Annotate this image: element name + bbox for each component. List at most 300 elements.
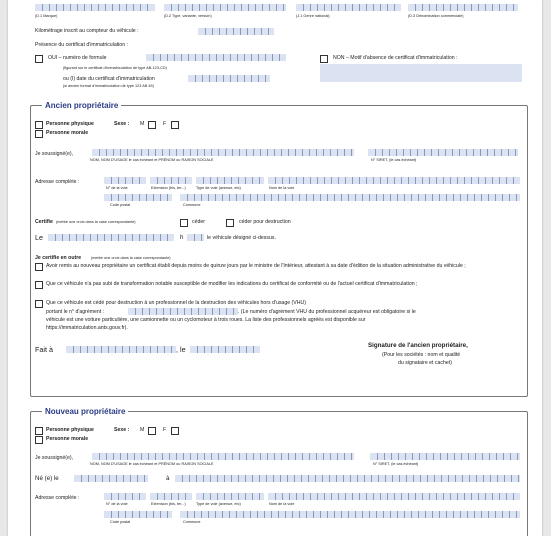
char-box-divider: [506, 177, 507, 184]
char-box-divider: [125, 511, 126, 518]
char-box-divider: [87, 346, 88, 353]
char-box-divider: [450, 493, 451, 500]
presence-label: Présence du certificat d'immatriculation :: [35, 42, 128, 48]
char-box-divider: [337, 149, 338, 156]
char-box-divider: [366, 493, 367, 500]
char-box-divider: [132, 177, 133, 184]
char-box-divider: [295, 453, 296, 460]
char-box-divider: [229, 511, 230, 518]
char-box-divider: [201, 511, 202, 518]
char-box-divider: [503, 453, 504, 460]
char-box-divider: [97, 234, 98, 241]
char-box-divider: [241, 4, 242, 11]
char-box-divider: [303, 177, 304, 184]
char-box-divider: [426, 453, 427, 460]
char-box-divider: [118, 194, 119, 201]
char-box-divider: [481, 511, 482, 518]
char-box-divider: [167, 54, 168, 61]
char-box-divider: [132, 493, 133, 500]
opt3c-label: . (Le numéro d'agrément VHU du professionnel acquéreur est obligatoire si le: [238, 309, 416, 315]
char-box-divider: [518, 475, 519, 482]
char-box-divider: [147, 4, 148, 11]
char-box-divider: [460, 511, 461, 518]
char-box-divider: [481, 194, 482, 201]
char-box-divider: [453, 511, 454, 518]
char-box-divider: [239, 149, 240, 156]
ceder-checkbox[interactable]: [180, 219, 188, 227]
char-box-divider: [466, 149, 467, 156]
signature-hint-1: (Pour les sociétés : nom et qualité: [382, 352, 461, 358]
motif-field[interactable]: [320, 64, 522, 82]
char-box-divider: [164, 346, 165, 353]
char-box-divider: [468, 453, 469, 460]
char-box-divider: [94, 346, 95, 353]
char-box-divider: [448, 475, 449, 482]
km-label: Kilométrage inscrit au compteur du véhicule :: [35, 28, 139, 34]
char-box-divider: [232, 149, 233, 156]
h-label: h: [180, 234, 184, 241]
nouveau-physique-checkbox[interactable]: [35, 427, 43, 435]
char-box-divider: [464, 4, 465, 11]
nouveau-codepostal-field[interactable]: [104, 511, 172, 518]
char-box-divider: [292, 511, 293, 518]
char-box-divider: [62, 234, 63, 241]
char-box-divider: [511, 475, 512, 482]
ancien-nom-field[interactable]: [92, 149, 354, 156]
opt3d-label: véhicule est une voiture particulière, une camionnette ou un cyclomoteur à trois roues. La liste des professionnels agréés est disponible sur: [46, 317, 366, 323]
char-box-divider: [192, 4, 193, 11]
char-box-divider: [464, 177, 465, 184]
naissance-date-field[interactable]: [74, 475, 148, 482]
char-box-divider: [134, 149, 135, 156]
char-box-divider: [436, 493, 437, 500]
char-box-divider: [234, 4, 235, 11]
char-box-divider: [495, 511, 496, 518]
char-box-divider: [478, 493, 479, 500]
char-box-divider: [243, 194, 244, 201]
char-box-divider: [343, 475, 344, 482]
char-box-divider: [509, 511, 510, 518]
non-checkbox[interactable]: [320, 55, 328, 63]
char-box-divider: [454, 453, 455, 460]
char-box-divider: [351, 149, 352, 156]
naissance-lieu-field[interactable]: [175, 475, 520, 482]
char-box-divider: [375, 149, 376, 156]
char-box-divider: [317, 4, 318, 11]
char-box-divider: [230, 75, 231, 82]
char-box-divider: [139, 234, 140, 241]
fait-date-field[interactable]: [190, 346, 260, 353]
char-box-divider: [125, 493, 126, 500]
char-box-divider: [453, 194, 454, 201]
char-box-divider: [137, 475, 138, 482]
nouveau-nomvoie-field[interactable]: [268, 493, 520, 500]
date-cession-field[interactable]: [48, 234, 174, 241]
char-box-divider: [268, 28, 269, 35]
char-box-divider: [296, 177, 297, 184]
char-box-divider: [233, 308, 234, 315]
nouveau-commune-field[interactable]: [180, 511, 520, 518]
char-box-divider: [387, 177, 388, 184]
char-box-divider: [306, 194, 307, 201]
char-box-divider: [362, 194, 363, 201]
char-box-divider: [276, 4, 277, 11]
char-box-divider: [227, 4, 228, 11]
char-box-divider: [106, 149, 107, 156]
char-box-divider: [218, 149, 219, 156]
char-box-divider: [203, 493, 204, 500]
char-box-divider: [261, 28, 262, 35]
char-box-divider: [160, 194, 161, 201]
char-box-divider: [369, 511, 370, 518]
char-box-divider: [181, 54, 182, 61]
char-box-divider: [317, 493, 318, 500]
ne-label: Né (e) le: [35, 475, 59, 482]
char-box-divider: [324, 177, 325, 184]
ancien-morale-checkbox[interactable]: [35, 130, 43, 138]
char-box-divider: [380, 493, 381, 500]
char-box-divider: [366, 177, 367, 184]
date-field[interactable]: [188, 75, 270, 82]
char-box-divider: [373, 177, 374, 184]
char-box-divider: [394, 493, 395, 500]
char-box-divider: [203, 177, 204, 184]
nouveau-siret-field[interactable]: [370, 453, 520, 460]
char-box-divider: [115, 346, 116, 353]
formule-field[interactable]: [146, 54, 286, 61]
nouveau-codepostal-hint: Code postal: [110, 520, 131, 524]
char-box-divider: [169, 149, 170, 156]
char-box-divider: [271, 511, 272, 518]
char-box-divider: [301, 475, 302, 482]
char-box-divider: [211, 149, 212, 156]
char-box-divider: [382, 149, 383, 156]
char-box-divider: [252, 177, 253, 184]
ancien-physique-checkbox[interactable]: [35, 121, 43, 129]
char-box-divider: [211, 453, 212, 460]
char-box-divider: [432, 194, 433, 201]
char-box-divider: [457, 493, 458, 500]
char-box-divider: [213, 4, 214, 11]
char-box-divider: [112, 4, 113, 11]
char-box-divider: [140, 4, 141, 11]
char-box-divider: [245, 493, 246, 500]
ceder-destruction-checkbox[interactable]: [226, 219, 234, 227]
ancien-siret-field[interactable]: [368, 149, 518, 156]
char-box-divider: [492, 493, 493, 500]
char-box-divider: [225, 149, 226, 156]
char-box-divider: [485, 177, 486, 184]
char-box-divider: [352, 4, 353, 11]
char-box-divider: [141, 453, 142, 460]
char-box-divider: [488, 194, 489, 201]
char-box-divider: [331, 4, 332, 11]
char-box-divider: [231, 493, 232, 500]
ancien-codepostal-field[interactable]: [104, 194, 172, 201]
char-box-divider: [508, 149, 509, 156]
char-box-divider: [171, 493, 172, 500]
char-box-divider: [425, 511, 426, 518]
char-box-divider: [132, 234, 133, 241]
char-box-divider: [252, 475, 253, 482]
char-box-divider: [216, 75, 217, 82]
char-box-divider: [139, 493, 140, 500]
char-box-divider: [250, 194, 251, 201]
char-box-divider: [232, 346, 233, 353]
char-box-divider: [219, 28, 220, 35]
genre-field[interactable]: [296, 4, 401, 11]
char-box-divider: [267, 453, 268, 460]
char-box-divider: [122, 346, 123, 353]
char-box-divider: [245, 475, 246, 482]
nouveau-m-checkbox[interactable]: [148, 427, 156, 435]
oui-checkbox[interactable]: [35, 55, 43, 63]
ancien-morale-label: Personne morale: [46, 130, 89, 136]
char-box-divider: [160, 234, 161, 241]
char-box-divider: [116, 475, 117, 482]
fait-field[interactable]: [66, 346, 176, 353]
ancien-nomvoie-field[interactable]: [268, 177, 520, 184]
char-box-divider: [150, 346, 151, 353]
char-box-divider: [88, 475, 89, 482]
char-box-divider: [125, 194, 126, 201]
nouveau-f-checkbox[interactable]: [171, 427, 179, 435]
opt3-checkbox[interactable]: [35, 300, 43, 308]
km-field[interactable]: [198, 28, 274, 35]
char-box-divider: [450, 177, 451, 184]
vehicule-designe-label: le véhicule désigné ci-dessus.: [207, 235, 276, 241]
nouveau-nom-hint: NOM, NOM D'USAGE le cas échéant et PRÉNOM ou RAISON SOCIALE: [90, 462, 214, 466]
char-box-divider: [467, 511, 468, 518]
char-box-divider: [275, 177, 276, 184]
char-box-divider: [516, 511, 517, 518]
char-box-divider: [499, 177, 500, 184]
char-box-divider: [209, 75, 210, 82]
char-box-divider: [222, 194, 223, 201]
char-box-divider: [415, 493, 416, 500]
char-box-divider: [390, 511, 391, 518]
char-box-divider: [331, 493, 332, 500]
char-box-divider: [250, 511, 251, 518]
char-box-divider: [394, 177, 395, 184]
char-box-divider: [502, 194, 503, 201]
char-box-divider: [327, 511, 328, 518]
char-box-divider: [76, 234, 77, 241]
nouveau-physique-label: Personne physique: [46, 427, 94, 433]
char-box-divider: [164, 177, 165, 184]
char-box-divider: [350, 475, 351, 482]
char-box-divider: [224, 475, 225, 482]
char-box-divider: [352, 493, 353, 500]
char-box-divider: [496, 453, 497, 460]
char-box-divider: [260, 149, 261, 156]
char-box-divider: [171, 4, 172, 11]
ancien-commune-field[interactable]: [180, 194, 520, 201]
nouveau-siret-hint: N° SIRET, (le cas échéant): [373, 462, 419, 466]
char-box-divider: [167, 511, 168, 518]
nouveau-nom-field[interactable]: [92, 453, 354, 460]
char-box-divider: [265, 75, 266, 82]
nouveau-extension-field[interactable]: [150, 493, 192, 500]
char-box-divider: [352, 177, 353, 184]
char-box-divider: [440, 453, 441, 460]
char-box-divider: [422, 177, 423, 184]
char-box-divider: [376, 194, 377, 201]
ancien-soussigne-label: Je soussigné(e),: [35, 151, 74, 157]
char-box-divider: [55, 234, 56, 241]
char-box-divider: [492, 4, 493, 11]
char-box-divider: [282, 493, 283, 500]
char-box-divider: [202, 54, 203, 61]
char-box-divider: [406, 475, 407, 482]
char-box-divider: [144, 475, 145, 482]
char-box-divider: [390, 194, 391, 201]
ancien-m-checkbox[interactable]: [148, 121, 156, 129]
char-box-divider: [295, 149, 296, 156]
char-box-divider: [220, 4, 221, 11]
char-box-divider: [299, 194, 300, 201]
ancien-nomvoie-hint: Nom de la voie: [269, 186, 295, 190]
char-box-divider: [401, 177, 402, 184]
char-box-divider: [153, 511, 154, 518]
cerfa-page: [8, 0, 542, 536]
ancien-numvoie-hint: N° de la voie: [106, 186, 128, 190]
char-box-divider: [132, 194, 133, 201]
char-box-divider: [184, 308, 185, 315]
certifie-outre-hint: (mettre une croix dans la case correspondante): [91, 256, 171, 260]
heure-cession-field[interactable]: [187, 234, 204, 241]
char-box-divider: [99, 453, 100, 460]
certifie-hint: (mettre une croix dans la case correspondante): [56, 220, 136, 224]
ancien-extension-field[interactable]: [150, 177, 192, 184]
char-box-divider: [397, 511, 398, 518]
nouveau-typevoie-field[interactable]: [196, 493, 264, 500]
char-box-divider: [336, 475, 337, 482]
char-box-divider: [253, 453, 254, 460]
char-box-divider: [425, 194, 426, 201]
nouveau-numvoie-field[interactable]: [104, 493, 146, 500]
char-box-divider: [146, 511, 147, 518]
formule-hint: (figurant sur le certificat d'immatriculation de type AB-123-CD): [63, 66, 167, 70]
char-box-divider: [483, 475, 484, 482]
ancien-codepostal-hint: Code postal: [110, 203, 131, 207]
char-box-divider: [432, 511, 433, 518]
char-box-divider: [279, 54, 280, 61]
char-box-divider: [494, 149, 495, 156]
char-box-divider: [341, 194, 342, 201]
denomination-field[interactable]: [408, 4, 518, 11]
char-box-divider: [146, 194, 147, 201]
char-box-divider: [294, 475, 295, 482]
char-box-divider: [153, 54, 154, 61]
char-box-divider: [334, 194, 335, 201]
char-box-divider: [274, 453, 275, 460]
nouveau-soussigne-label: Je soussigné(e),: [35, 455, 74, 461]
char-box-divider: [394, 4, 395, 11]
char-box-divider: [345, 4, 346, 11]
char-box-divider: [83, 234, 84, 241]
ancien-siret-hint: N° SIRET, (le cas échéant): [371, 158, 417, 162]
char-box-divider: [170, 308, 171, 315]
type-field[interactable]: [164, 4, 286, 11]
char-box-divider: [118, 177, 119, 184]
marque-field[interactable]: [35, 4, 155, 11]
char-box-divider: [310, 493, 311, 500]
char-box-divider: [460, 194, 461, 201]
char-box-divider: [160, 54, 161, 61]
char-box-divider: [232, 453, 233, 460]
ancien-numvoie-field[interactable]: [104, 177, 146, 184]
char-box-divider: [273, 475, 274, 482]
char-box-divider: [446, 511, 447, 518]
char-box-divider: [348, 194, 349, 201]
opt3e-label: https://immatriculation.ants.gouv.fr).: [46, 325, 128, 331]
char-box-divider: [439, 194, 440, 201]
char-box-divider: [443, 4, 444, 11]
char-box-divider: [317, 177, 318, 184]
char-box-divider: [223, 54, 224, 61]
char-box-divider: [404, 194, 405, 201]
type-label: (D.2 Type, variante, version): [164, 14, 212, 18]
char-box-divider: [323, 149, 324, 156]
char-box-divider: [198, 308, 199, 315]
char-box-divider: [183, 453, 184, 460]
char-box-divider: [408, 177, 409, 184]
char-box-divider: [329, 475, 330, 482]
opt1-label: Avoir remis au nouveau propriétaire un certificat établi depuis moins de quinze jours par le ministre de l'Intérieur, attestant à sa date d'édition de la situation administrative du véhicule ;: [46, 263, 466, 269]
agrement-field[interactable]: [128, 308, 238, 315]
char-box-divider: [139, 177, 140, 184]
char-box-divider: [282, 177, 283, 184]
char-box-divider: [143, 346, 144, 353]
char-box-divider: [118, 234, 119, 241]
char-box-divider: [127, 149, 128, 156]
ancien-typevoie-field[interactable]: [196, 177, 264, 184]
non-label: NON – Motif d'absence de certificat d'immatriculation :: [333, 55, 458, 61]
char-box-divider: [197, 346, 198, 353]
opt2-checkbox[interactable]: [35, 281, 43, 289]
ancien-sexe-label: Sexe :: [114, 121, 130, 127]
char-box-divider: [252, 493, 253, 500]
char-box-divider: [223, 75, 224, 82]
char-box-divider: [155, 453, 156, 460]
char-box-divider: [218, 453, 219, 460]
nouveau-morale-checkbox[interactable]: [35, 436, 43, 444]
ancien-m-label: M: [140, 121, 145, 127]
char-box-divider: [480, 149, 481, 156]
char-box-divider: [272, 54, 273, 61]
ancien-f-checkbox[interactable]: [171, 121, 179, 129]
char-box-divider: [176, 453, 177, 460]
denomination-label: (D.3 Dénomination commerciale): [408, 14, 464, 18]
char-box-divider: [303, 493, 304, 500]
char-box-divider: [278, 194, 279, 201]
char-box-divider: [443, 177, 444, 184]
char-box-divider: [204, 453, 205, 460]
char-box-divider: [371, 475, 372, 482]
char-box-divider: [265, 54, 266, 61]
char-box-divider: [264, 194, 265, 201]
char-box-divider: [387, 493, 388, 500]
char-box-divider: [441, 475, 442, 482]
opt1-checkbox[interactable]: [35, 263, 43, 271]
char-box-divider: [239, 346, 240, 353]
le-label: Le: [35, 233, 43, 242]
char-box-divider: [185, 4, 186, 11]
char-box-divider: [398, 453, 399, 460]
char-box-divider: [506, 4, 507, 11]
char-box-divider: [188, 54, 189, 61]
